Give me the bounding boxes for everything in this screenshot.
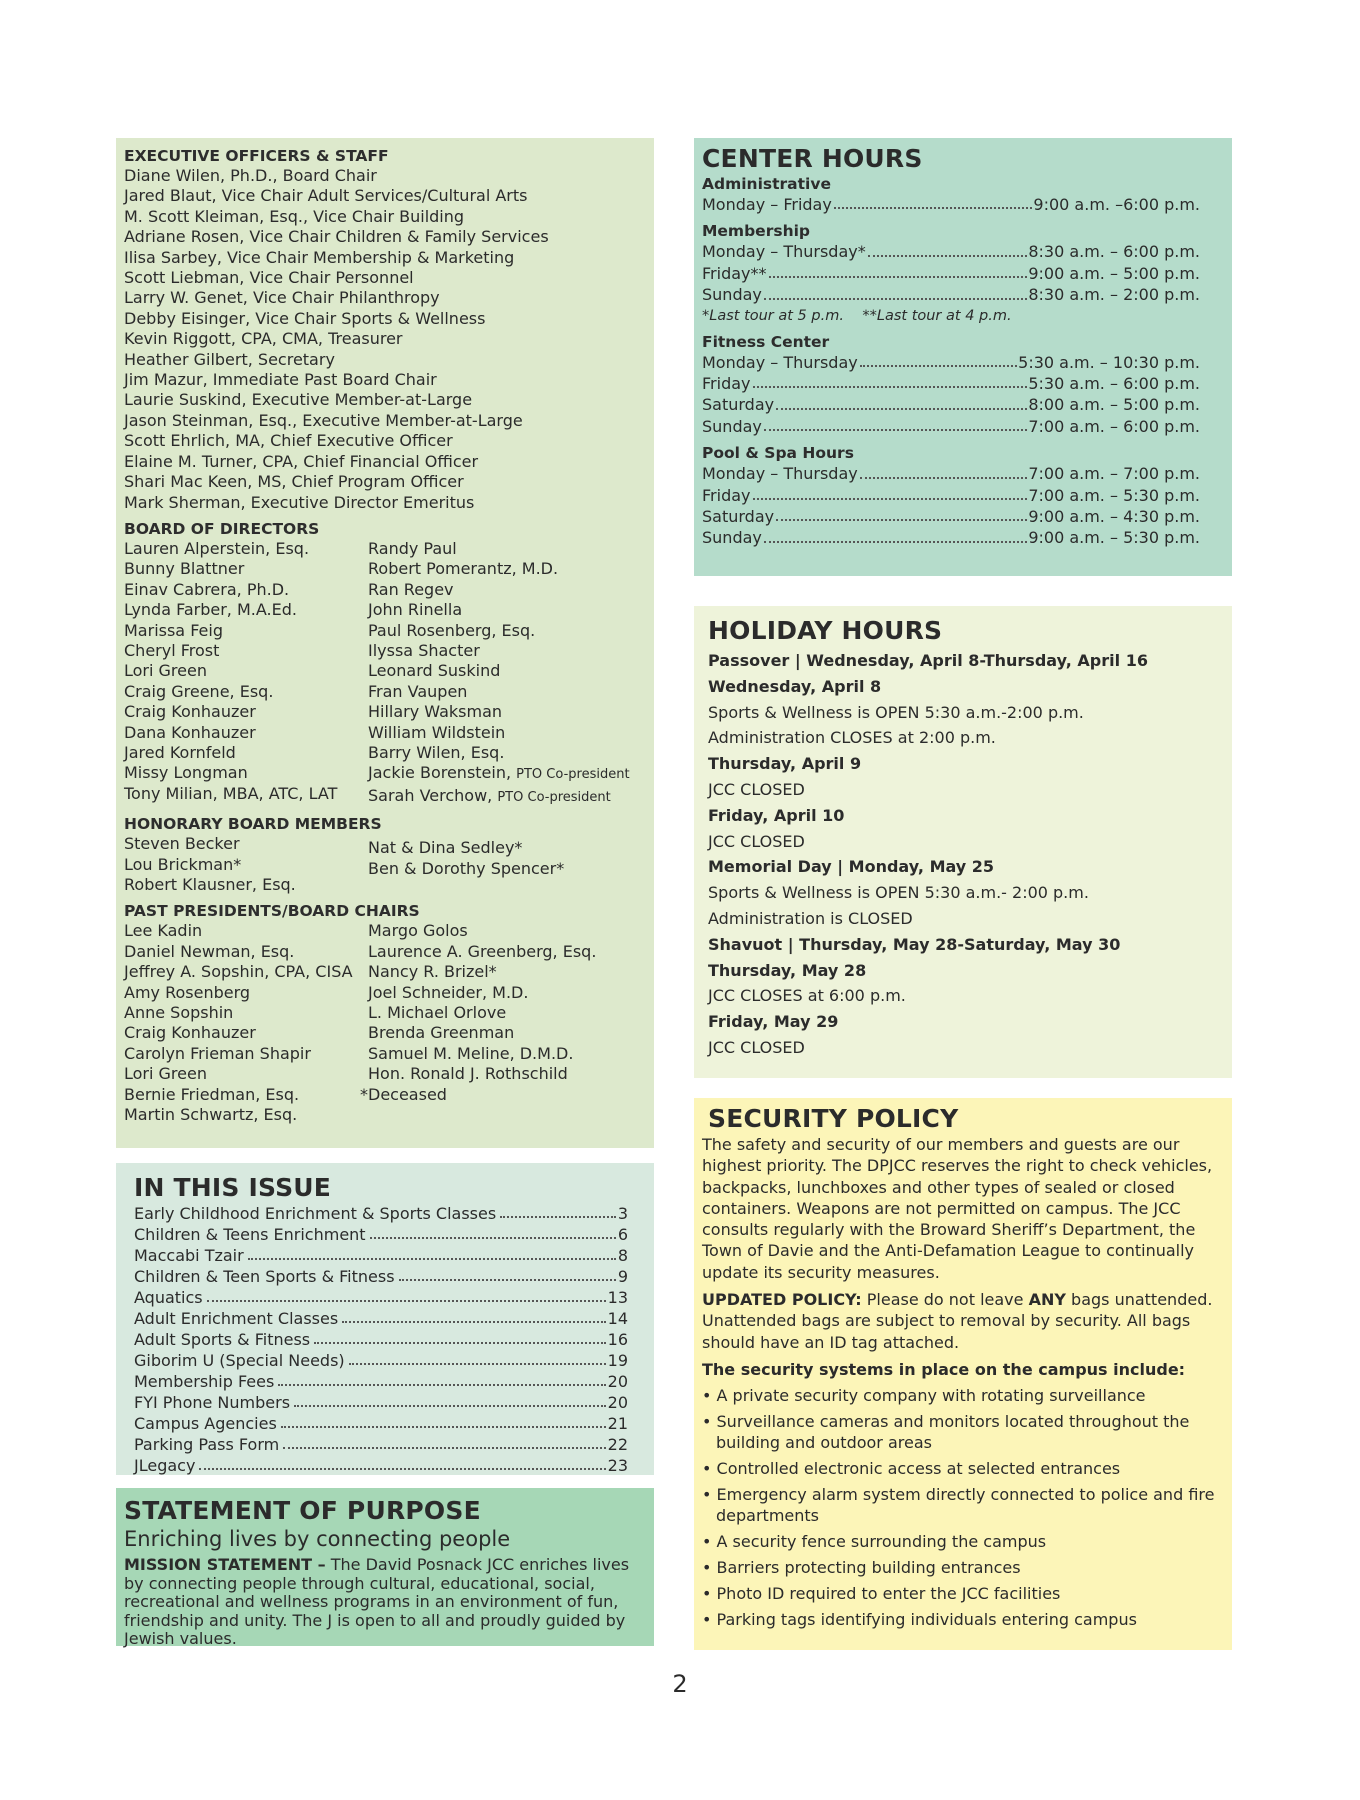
hours-leader [762, 527, 1028, 548]
past-chair: Lee Kadin [124, 921, 203, 941]
toc-label: Parking Pass Form [134, 1435, 280, 1454]
pto-name: Jackie Borenstein, [368, 763, 512, 783]
security-bullet: • Barriers protecting building entrances [702, 1558, 1021, 1578]
toc-page: 6 [617, 1225, 628, 1244]
hours-time: 5:30 a.m. – 10:30 p.m. [1018, 352, 1200, 372]
toc-item [134, 1434, 628, 1455]
holiday-detail: JCC CLOSED [708, 779, 805, 799]
toc-item [134, 1308, 628, 1329]
purpose-title: STATEMENT OF PURPOSE [124, 1496, 481, 1525]
hours-day: Sunday [702, 528, 762, 548]
board-member: Bunny Blattner [124, 559, 245, 579]
board-member: John Rinella [368, 600, 463, 620]
hours-day: Monday – Thursday [702, 464, 858, 484]
hours-row [702, 506, 1200, 527]
hours-time: 9:00 a.m. – 5:30 p.m. [1028, 528, 1200, 548]
past-chair: Hon. Ronald J. Rothschild [368, 1064, 568, 1084]
toc-page: 3 [617, 1204, 628, 1223]
board-member: Einav Cabrera, Ph.D. [124, 579, 290, 599]
toc-item [134, 1329, 628, 1350]
past-chair: Martin Schwartz, Esq. [124, 1105, 298, 1125]
hours-time: 9:00 a.m. – 4:30 p.m. [1028, 507, 1200, 527]
updated-policy [702, 1289, 1224, 1353]
toc-leader [199, 1455, 605, 1470]
hours-row [702, 241, 1200, 262]
past-chair: Brenda Greenman [368, 1023, 515, 1043]
toc-leader [294, 1392, 606, 1407]
board-member: Leonard Suskind [368, 661, 501, 681]
toc-item [134, 1455, 628, 1476]
past-chair: Carolyn Frieman Shapir [124, 1043, 311, 1063]
board-heading: BOARD OF DIRECTORS [124, 519, 320, 538]
hours-row [702, 263, 1200, 284]
past-chair: Samuel M. Meline, D.M.D. [368, 1043, 574, 1063]
board-member: Jared Kornfeld [124, 742, 236, 762]
security-bullets [702, 1385, 1224, 1630]
toc-page: 13 [607, 1288, 628, 1307]
fitness-heading: Fitness Center [702, 332, 830, 351]
hours-time: 9:00 a.m. –6:00 p.m. [1033, 195, 1200, 214]
past-chair: Margo Golos [368, 921, 468, 941]
board-list [124, 539, 646, 808]
officer-line: Scott Liebman, Vice Chair Personnel [124, 268, 414, 288]
toc-label: Children & Teen Sports & Fitness [134, 1267, 395, 1286]
officer-line: Shari Mac Keen, MS, Chief Program Officer [124, 472, 464, 492]
security-bullet: • A private security company with rotating surveillance [702, 1386, 1146, 1406]
officer-line: Kevin Riggott, CPA, CMA, Treasurer [124, 329, 403, 349]
toc-page: 22 [607, 1435, 628, 1454]
toc-page: 19 [607, 1351, 628, 1370]
board-member: Cheryl Frost [124, 640, 220, 660]
exec-heading: EXECUTIVE OFFICERS & STAFF [124, 147, 389, 165]
toc-page: 20 [607, 1393, 628, 1412]
toc-label: JLegacy [134, 1456, 196, 1475]
toc-leader [342, 1308, 605, 1323]
toc-label: Maccabi Tzair [134, 1246, 244, 1265]
officer-line: Heather Gilbert, Secretary [124, 349, 335, 369]
holiday-detail: Administration CLOSES at 2:00 p.m. [708, 728, 996, 748]
holiday-date: Passover | Wednesday, April 8-Thursday, April 16 [708, 651, 1148, 670]
mission-text: The David Posnack JCC enriches lives by connecting people through cultural, educational, social, recreational and wellness programs in an environment of fun, friendship and unity. The J is open to all and proudly guided by Jewish values. [124, 1555, 630, 1648]
leader-dots [776, 394, 1027, 409]
hours-leader [767, 263, 1029, 284]
hours-row [702, 284, 1200, 305]
hours-leader [866, 241, 1029, 262]
toc-label: Campus Agencies [134, 1414, 277, 1433]
holiday-hours-panel [694, 606, 1232, 1078]
toc-page: 8 [617, 1246, 628, 1265]
security-policy-panel [694, 1098, 1232, 1650]
past-chair: L. Michael Orlove [368, 1003, 507, 1023]
hours-row [702, 352, 1200, 373]
leader-dots [769, 263, 1028, 278]
honorary-heading: HONORARY BOARD MEMBERS [124, 815, 382, 834]
past-chair: Lori Green [124, 1064, 207, 1084]
past-chair: Amy Rosenberg [124, 982, 251, 1002]
toc-leader [349, 1350, 606, 1365]
toc-item [134, 1413, 628, 1434]
past-chair: Craig Konhauzer [124, 1023, 256, 1043]
toc-item [134, 1371, 628, 1392]
toc-label: Children & Teens Enrichment [134, 1225, 366, 1244]
board-member: Tony Milian, MBA, ATC, LAT [124, 783, 338, 803]
toc-label: Adult Sports & Fitness [134, 1330, 311, 1349]
past-heading: PAST PRESIDENTS/BOARD CHAIRS [124, 902, 420, 921]
hours-day: Friday [702, 485, 751, 505]
toc-item [134, 1392, 628, 1413]
hours-day: Friday** [702, 263, 767, 283]
board-member: Barry Wilen, Esq. [368, 742, 505, 762]
toc-item [134, 1350, 628, 1371]
leader-dots [834, 194, 1033, 209]
board-member: Randy Paul [368, 538, 457, 558]
toc-item [134, 1245, 628, 1266]
security-title: SECURITY POLICY [708, 1104, 959, 1133]
officer-line: Diane Wilen, Ph.D., Board Chair [124, 166, 377, 185]
past-chair: Joel Schneider, M.D. [368, 982, 529, 1002]
hours-row [702, 463, 1200, 484]
toc-label: FYI Phone Numbers [134, 1393, 291, 1412]
board-member: Fran Vaupen [368, 681, 468, 701]
toc-leader [207, 1287, 606, 1302]
pto-role: PTO Co-president [497, 789, 611, 805]
center-hours-panel [694, 138, 1232, 576]
hours-day: Saturday [702, 395, 775, 415]
honorary-member: Lou Brickman* [124, 854, 242, 874]
honorary-member: Nat & Dina Sedley* [368, 838, 523, 858]
toc-leader [500, 1203, 616, 1218]
in-this-issue-panel [116, 1163, 654, 1475]
toc-label: Adult Enrichment Classes [134, 1309, 339, 1328]
officer-line: Jason Steinman, Esq., Executive Member-at-Large [124, 410, 523, 430]
toc-leader [248, 1245, 616, 1260]
hours-row [702, 194, 1200, 215]
membership-heading: Membership [702, 222, 811, 241]
holiday-detail: JCC CLOSES at 6:00 p.m. [708, 986, 906, 1006]
holiday-date: Friday, May 29 [708, 1012, 839, 1032]
hours-title: CENTER HOURS [702, 144, 923, 173]
leader-dots [753, 373, 1028, 388]
officer-line: Elaine M. Turner, CPA, Chief Financial Officer [124, 451, 479, 471]
issue-title: IN THIS ISSUE [134, 1173, 332, 1202]
toc-page: 20 [607, 1372, 628, 1391]
leader-dots [753, 485, 1028, 500]
toc-item [134, 1266, 628, 1287]
security-bullet: • Parking tags identifying individuals entering campus [702, 1610, 1137, 1630]
officer-line: M. Scott Kleiman, Esq., Vice Chair Building [124, 206, 465, 226]
board-member: Ilyssa Shacter [368, 640, 480, 660]
past-chair: Anne Sopshin [124, 1003, 234, 1023]
board-member: Craig Greene, Esq. [124, 681, 274, 701]
updated-text-b: bags unattended. Unattended bags are subject to removal by security. All bags should have an ID tag attached. [702, 1290, 1213, 1352]
security-intro: The safety and security of our members and guests are our highest priority. The DPJCC reserves the right to check vehicles, backpacks, lunchboxes and other types of sealed or closed containers. Weapons are not permitted on campus. The JCC consults regularly with the Broward Sheriff’s Department, the Town of Davie and the Anti-Defamation League to continually update its security measures. [702, 1135, 1213, 1282]
toc-page: 16 [607, 1330, 628, 1349]
board-member: Ran Regev [368, 579, 454, 599]
holiday-date: Memorial Day | Monday, May 25 [708, 857, 995, 877]
holiday-date: Shavuot | Thursday, May 28-Saturday, May 30 [708, 934, 1121, 954]
updated-any: ANY [1028, 1290, 1066, 1310]
honorary-member: Steven Becker [124, 834, 240, 854]
hours-leader [762, 284, 1028, 305]
board-member-pto [368, 763, 638, 785]
officer-line: Ilisa Sarbey, Vice Chair Membership & Marketing [124, 247, 515, 267]
hours-row [702, 416, 1200, 437]
page-number: 2 [672, 1670, 688, 1698]
hours-leader [751, 373, 1029, 394]
hours-time: 8:30 a.m. – 2:00 p.m. [1028, 285, 1200, 305]
hours-time: 8:30 a.m. – 6:00 p.m. [1028, 242, 1200, 262]
mission-label: MISSION STATEMENT – [124, 1555, 326, 1574]
toc-label: Giborim U (Special Needs) [134, 1351, 345, 1370]
security-bullet: • Photo ID required to enter the JCC facilities [702, 1584, 1061, 1604]
toc-leader [283, 1434, 605, 1449]
board-member: Paul Rosenberg, Esq. [368, 620, 536, 640]
deceased-note: *Deceased [360, 1084, 447, 1104]
toc-leader [278, 1371, 605, 1386]
hours-row [702, 394, 1200, 415]
purpose-panel [116, 1488, 654, 1646]
updated-text-a: Please do not leave [866, 1290, 1024, 1310]
officer-list [124, 166, 646, 513]
officer-line: Jared Blaut, Vice Chair Adult Services/Cultural Arts [124, 186, 528, 206]
hours-leader [858, 352, 1018, 373]
systems-heading: The security systems in place on the campus include: [702, 1359, 1186, 1379]
toc-item [134, 1287, 628, 1308]
officer-line: Larry W. Genet, Vice Chair Philanthropy [124, 288, 440, 308]
toc-leader [370, 1224, 616, 1239]
honorary-member: Robert Klausner, Esq. [124, 875, 296, 894]
hours-leader [832, 194, 1034, 215]
toc-leader [314, 1329, 606, 1344]
board-member: Craig Konhauzer [124, 702, 256, 722]
holiday-detail: Sports & Wellness is OPEN 5:30 a.m.-2:00 p.m. [708, 702, 1084, 722]
honorary-member: Ben & Dorothy Spencer* [368, 858, 565, 878]
hours-leader [751, 485, 1029, 506]
toc-item [134, 1203, 628, 1224]
board-member: Lynda Farber, M.A.Ed. [124, 600, 297, 620]
board-member-pto [368, 786, 638, 808]
hours-day: Sunday [702, 285, 762, 305]
admin-heading: Administrative [702, 175, 831, 193]
updated-label: UPDATED POLICY: [702, 1290, 862, 1310]
hours-day: Sunday [702, 416, 762, 436]
officer-line: Debby Eisinger, Vice Chair Sports & Wellness [124, 308, 486, 328]
board-member: William Wildstein [368, 722, 506, 742]
leader-dots [776, 506, 1027, 521]
membership-note: *Last tour at 5 p.m. **Last tour at 4 p.m. [702, 307, 1012, 324]
officer-line: Scott Ehrlich, MA, Chief Executive Officer [124, 431, 453, 451]
leader-dots [764, 284, 1027, 299]
hours-day: Monday – Thursday* [702, 242, 866, 262]
leader-dots [868, 241, 1028, 256]
toc-leader [281, 1413, 606, 1428]
board-member: Lori Green [124, 661, 207, 681]
board-member: Marissa Feig [124, 620, 223, 640]
officer-line: Mark Sherman, Executive Director Emeritus [124, 492, 475, 512]
board-member: Missy Longman [124, 763, 248, 783]
hours-time: 9:00 a.m. – 5:00 p.m. [1028, 263, 1200, 283]
past-chair: Nancy R. Brizel* [368, 962, 497, 982]
hours-day: Friday [702, 374, 751, 394]
hours-time: 7:00 a.m. – 7:00 p.m. [1028, 464, 1200, 484]
toc-page: 9 [617, 1267, 628, 1286]
toc-page: 14 [607, 1309, 628, 1328]
hours-leader [762, 416, 1028, 437]
hours-time: 7:00 a.m. – 6:00 p.m. [1028, 416, 1200, 436]
leader-dots [860, 463, 1028, 478]
holiday-date: Thursday, April 9 [708, 754, 862, 774]
past-chair: Bernie Friedman, Esq. [124, 1084, 300, 1104]
holiday-list [708, 648, 1224, 1061]
holiday-date: Thursday, May 28 [708, 960, 867, 980]
officer-line: Adriane Rosen, Vice Chair Children & Family Services [124, 227, 549, 247]
toc-item [134, 1224, 628, 1245]
past-chair: Laurence A. Greenberg, Esq. [368, 941, 597, 961]
leader-dots [764, 527, 1027, 542]
pool-heading: Pool & Spa Hours [702, 444, 854, 463]
holiday-title: HOLIDAY HOURS [708, 616, 943, 645]
toc-label: Early Childhood Enrichment & Sports Classes [134, 1204, 497, 1223]
board-member: Lauren Alperstein, Esq. [124, 538, 310, 558]
purpose-subtitle: Enriching lives by connecting people [124, 1527, 511, 1551]
leader-dots [860, 352, 1017, 367]
toc-page: 21 [607, 1414, 628, 1433]
holiday-detail: JCC CLOSED [708, 831, 805, 851]
toc-label: Aquatics [134, 1288, 203, 1307]
board-member: Dana Konhauzer [124, 722, 256, 742]
past-chair: Daniel Newman, Esq. [124, 941, 295, 961]
past-chair: Jeffrey A. Sopshin, CPA, CISA [124, 962, 353, 982]
security-bullet: • A security fence surrounding the campus [702, 1532, 1047, 1552]
hours-row [702, 373, 1200, 394]
holiday-detail: Sports & Wellness is OPEN 5:30 a.m.- 2:00 p.m. [708, 883, 1089, 903]
pto-role: PTO Co-president [516, 767, 630, 783]
officer-line: Laurie Suskind, Executive Member-at-Large [124, 390, 473, 410]
hours-time: 7:00 a.m. – 5:30 p.m. [1028, 485, 1200, 505]
toc-page: 23 [607, 1456, 628, 1475]
leader-dots [764, 416, 1027, 431]
hours-row [702, 527, 1200, 548]
security-bullet: • Surveillance cameras and monitors located throughout the building and outdoor areas [702, 1412, 1190, 1453]
holiday-detail: JCC CLOSED [708, 1037, 805, 1057]
hours-day: Saturday [702, 507, 775, 527]
security-bullet: • Emergency alarm system directly connected to police and fire departments [702, 1485, 1215, 1526]
holiday-date: Friday, April 10 [708, 805, 845, 825]
board-member: Hillary Waksman [368, 702, 503, 722]
hours-time: 5:30 a.m. – 6:00 p.m. [1028, 374, 1200, 394]
hours-leader [774, 394, 1028, 415]
board-member: Robert Pomerantz, M.D. [368, 559, 559, 579]
toc-list [134, 1203, 646, 1476]
toc-label: Membership Fees [134, 1372, 275, 1391]
security-bullet: • Controlled electronic access at selected entrances [702, 1459, 1121, 1479]
officer-line: Jim Mazur, Immediate Past Board Chair [124, 370, 437, 390]
mission-statement [124, 1556, 646, 1649]
honorary-list [124, 834, 646, 895]
executive-panel [116, 138, 654, 1148]
past-list [124, 921, 646, 1125]
hours-row [702, 485, 1200, 506]
hours-leader [774, 506, 1028, 527]
hours-time: 8:00 a.m. – 5:00 p.m. [1028, 395, 1200, 415]
toc-leader [399, 1266, 616, 1281]
hours-day: Monday – Thursday [702, 352, 858, 372]
holiday-date: Wednesday, April 8 [708, 676, 882, 696]
holiday-detail: Administration is CLOSED [708, 908, 913, 928]
hours-day: Monday – Friday [702, 195, 832, 214]
hours-leader [858, 463, 1029, 484]
pto-name: Sarah Verchow, [368, 785, 493, 805]
